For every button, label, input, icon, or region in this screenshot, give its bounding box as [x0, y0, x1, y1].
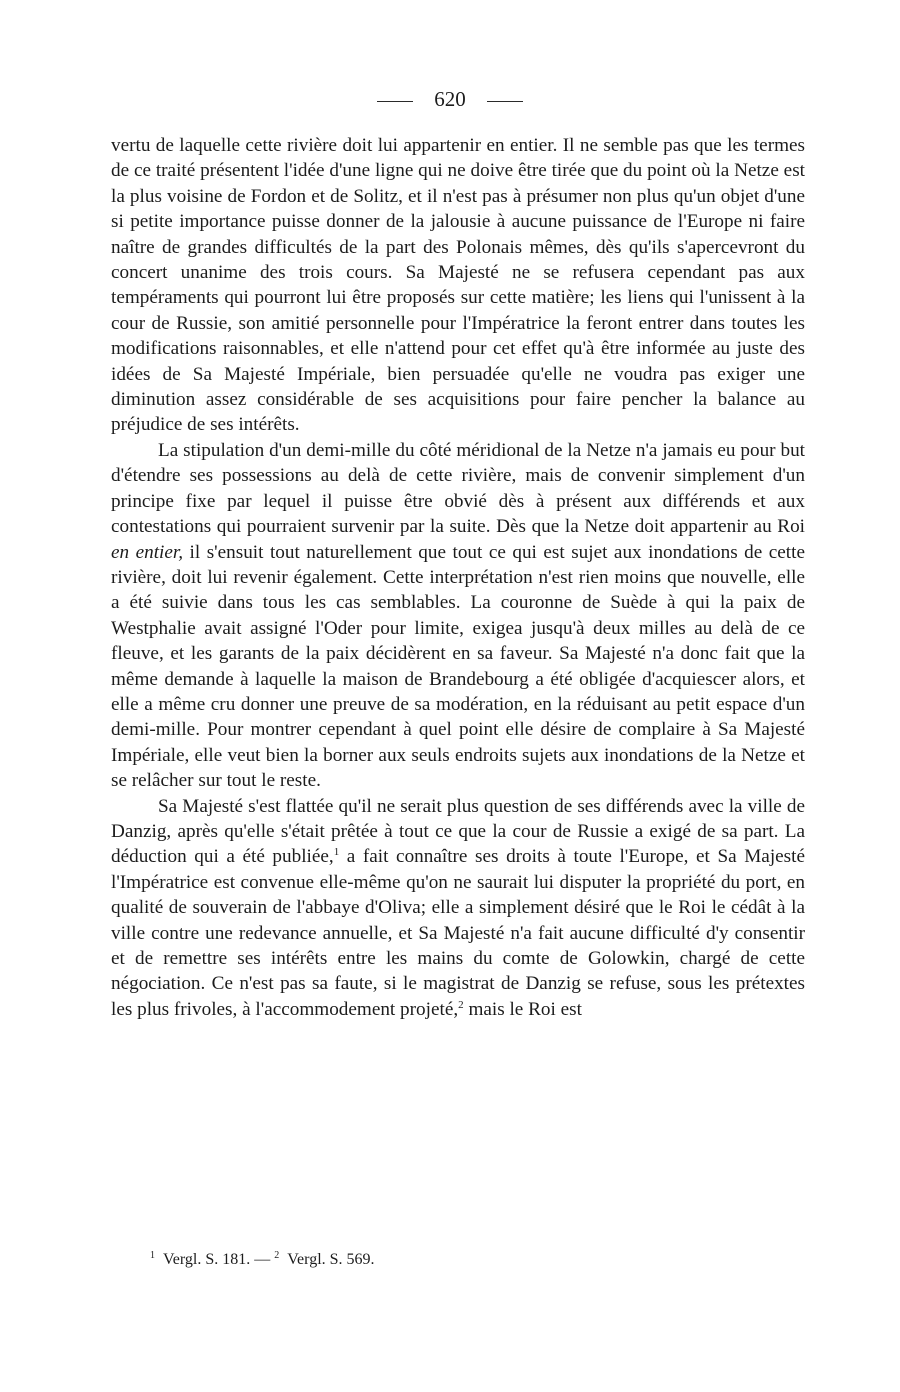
text-segment: il s'ensuit tout naturellement que tout ce qui est sujet aux inondations de cette rivière, doit lui revenir également. Cette interprétation n'est rien moins que nouvelle, elle a été suivie dans tous les cas semblables. La couronne de Suède à qui la paix de Westphalie avait assigné l'Oder pour limite, exigea jusqu'à deux milles au delà de ce fleuve, et les garants de la paix décidèrent en sa faveur. Sa Majesté n'a donc fait que la même demande à laquelle la maison de Brandebourg a été obligée d'acquiescer alors, et elle a même cru donner une preuve de sa modération, en la réduisant au petit espace d'un demi-mille. Pour montrer cependant à quel point elle désire de complaire à Sa Majesté Impériale, elle veut bien la borner aux seuls endroits sujets aux inondations de la Netze et se relâcher sur tout le reste.	[111, 541, 805, 792]
paragraph	[111, 438, 805, 794]
paragraph	[111, 133, 805, 438]
text-segment: mais le Roi est	[463, 998, 582, 1020]
page-number: 620	[434, 87, 466, 111]
footnote-reference: 2	[458, 998, 464, 1011]
italic-text: en entier,	[111, 541, 184, 563]
header-rule-right	[487, 101, 523, 102]
footnote-mark: 1	[150, 1250, 155, 1261]
footnote-mark: 2	[274, 1250, 280, 1261]
text-segment: La stipulation d'un demi-mille du côté méridional de la Netze n'a jamais eu pour but d'étendre ses possessions au delà de cette rivière, mais de convenir simplement d'un principe fixe par lequel il puisse être obvié dès à présent aux différends et aux contestations qui pourraient survenir par la suite. Dès que la Netze doit appartenir au Roi	[111, 439, 805, 538]
footnote-reference: 1	[333, 846, 340, 859]
body-text	[111, 133, 805, 1022]
text-segment: vertu de laquelle cette rivière doit lui appartenir en entier. Il ne semble pas que les termes de ce traité présentent l'idée d'une ligne qui ne doive être tirée que du point où la Netze est la plus voisine de Fordon et de Solitz, et il n'est pas à présumer non plus qu'un objet d'une si petite importance puisse donner de la jalousie à aucune puissance de l'Europe ni faire naître de grandes difficultés de la part des Polonais mêmes, dès qu'ils s'apercevront du concert unanime des trois cours. Sa Majesté ne se refusera cependant pas aux tempéraments qui pourront lui être proposés sur cette matière; les liens qui l'unissent à la cour de Russie, son amitié personnelle pour l'Impératrice la feront entrer dans toutes les modifications raisonnables, et elle n'attend pour cet effet qu'à être informée au juste des idées de Sa Majesté Impériale, bien persuadée qu'elle ne voudra pas exiger une diminution assez considérable de ses acquisitions pour faire pencher la balance au préjudice de ses intérêts.	[111, 135, 805, 436]
text-segment: Sa Majesté s'est flattée qu'il ne serait plus question de ses différends avec la ville de Danzig, après qu'elle s'était prêtée à tout ce que la cour de Russie a exigé de sa part. La déduction qui a été publiée,	[111, 795, 805, 868]
footnotes	[150, 1249, 750, 1271]
page-header	[0, 86, 900, 112]
text-segment: a fait connaître ses droits à toute l'Europe, et Sa Majesté l'Impératrice est convenue elle-même qu'on ne saurait lui disputer la propriété du port, en qualité de souverain de l'abbaye d'Oliva; elle a simplement désiré que le Roi le cédât à la ville contre une redevance annuelle, et Sa Majesté n'a fait aucune difficulté d'y consentir et de remettre ses intérêts entre les mains du comte de Golowkin, chargé de cette négociation. Ce n'est pas sa faute, si le magistrat de Danzig se refuse, sous les prétextes les plus frivoles, à l'accommodement projeté,	[111, 846, 805, 1020]
paragraph	[111, 794, 805, 1023]
header-rule-left	[377, 101, 413, 102]
footnote-text: Vergl. S. 569.	[287, 1251, 375, 1268]
footnote-text: Vergl. S. 181. —	[163, 1251, 275, 1268]
